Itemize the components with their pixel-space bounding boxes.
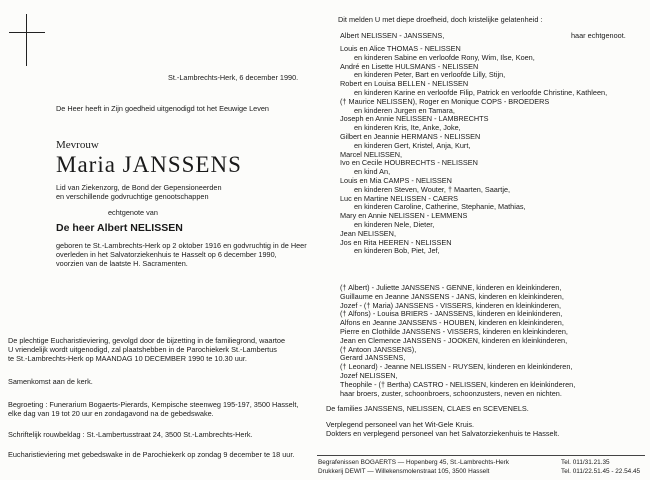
bio-line: voorzien van de laatste H. Sacramenten. xyxy=(56,258,188,268)
family-line: en kinderen Karine en verloofde Filip, Patrick en verloofde Christine, Kathleen, xyxy=(354,87,608,97)
family-line: Joseph en Annie NELISSEN - LAMBRECHTS xyxy=(340,114,489,124)
footer-undertaker-phone: Tel. 011/31.21.35 xyxy=(561,459,610,466)
families-line: De families JANSSENS, NELISSEN, CLAES en SCEVENELS. xyxy=(326,404,529,413)
spouse-name: De heer Albert NELISSEN xyxy=(56,222,183,234)
intro-line: De Heer heeft in Zijn goedheid uitgenodigd tot het Eeuwige Leven xyxy=(56,104,269,113)
family-line: en kinderen Nele, Dieter, xyxy=(354,219,435,229)
family-line: en kinderen Steven, Wouter, † Maarten, Saartje, xyxy=(354,184,511,194)
spouse-label: echtgenote van xyxy=(108,208,158,217)
visitation-line: elke dag van 19 tot 20 uur en zondagavond na de gebedswake. xyxy=(8,408,214,418)
thanks xyxy=(326,421,559,439)
family-line: Luc en Martine NELISSEN - CAERS xyxy=(340,193,459,203)
siblings-list xyxy=(340,284,575,398)
sibling-line: Jozef - († Maria) JANSSENS - VISSERS, kinderen en kleinkinderen, xyxy=(340,300,562,310)
family-line: Jean NELISSEN, xyxy=(340,228,396,238)
family-line: Ivo en Cecile HOUBRECHTS - NELISSEN xyxy=(340,158,478,168)
thanks-line: Dokters en verplegend personeel van het Salvatorziekenhuis te Hasselt. xyxy=(326,428,560,438)
sibling-line: Pierre en Clothilde JANSSENS - VISSERS, kinderen en kleinkinderen, xyxy=(340,326,568,336)
meeting: Samenkomst aan de kerk. xyxy=(8,377,93,386)
membership xyxy=(56,184,222,202)
husband-suffix: haar echtgenoot. xyxy=(571,31,626,40)
footer-printer-phone: Tel. 011/22.51.45 - 22.54.45 xyxy=(561,468,641,475)
family-line: Marcel NELISSEN, xyxy=(340,149,403,159)
family-line: Louis en Mia CAMPS - NELISSEN xyxy=(340,175,452,185)
sibling-line: Jean en Clemence JANSSENS - JOOKEN, kinderen en kleinkinderen, xyxy=(340,335,568,345)
ceremony-line: U vriendelijk wordt uitgenodigd, zal plaatshebben in de Parochiekerk St.-Lambertus xyxy=(8,344,277,354)
family-line: en kinderen Sabine en verloofde Rony, Wim, Ilse, Koen, xyxy=(354,52,535,62)
visitation-line: Begroeting : Funerarium Bogaerts-Pierards, Kempische steenweg 195-197, 3500 Hasselt, xyxy=(8,400,299,409)
title-mevrouw: Mevrouw xyxy=(56,139,99,151)
family-line: en kinderen Bob, Piet, Jef, xyxy=(354,246,440,256)
bio xyxy=(56,242,307,268)
membership-line: en verschillende godvruchtige genootschappen xyxy=(56,191,209,201)
footer-printer: Drukkerij DEWIT — Willekensmolenstraat 105, 3500 Hasselt xyxy=(318,468,490,475)
footer-undertaker: Begrafenissen BOGAERTS — Hopenberg 45, St.-Lambrechts-Herk xyxy=(318,459,509,466)
sibling-line: Guillaume en Jeanne JANSSENS - JANS, kinderen en kleinkinderen, xyxy=(340,291,564,301)
place-date: St.-Lambrechts-Herk, 6 december 1990. xyxy=(168,73,299,82)
family-line: en kind An, xyxy=(354,167,391,177)
sibling-line: haar broers, zuster, schoonbroers, schoonzusters, neven en nichten. xyxy=(340,388,562,398)
sibling-line: Gerard JANSSENS, xyxy=(340,353,406,363)
vigil: Eucharistieviering met gebedswake in de Parochiekerk op zondag 9 december te 18 uur. xyxy=(8,450,295,459)
family-list xyxy=(340,45,607,256)
family-line: en kinderen Peter, Bart en verloofde Lilly, Stijn, xyxy=(354,70,506,80)
ceremony-line: De plechtige Eucharistieviering, gevolgd door de bijzetting in de familiegrond, waartoe xyxy=(8,336,286,345)
sibling-line: († Leonard) - Jeanne NELISSEN - RUYSEN, kinderen en kleinkinderen, xyxy=(340,362,573,372)
sibling-line: († Albert) - Juliette JANSSENS - GENNE, kinderen en kleinkinderen, xyxy=(340,283,562,292)
family-line: en kinderen Gert, Kristel, Anja, Kurt, xyxy=(354,140,471,150)
ceremony-line: te St.-Lambrechts-Herk op MAANDAG 10 DECEMBER 1990 te 10.30 uur. xyxy=(8,353,247,363)
sibling-line: († Antoon JANSSENS), xyxy=(340,344,417,354)
condolence-address: Schriftelijk rouwbeklag : St.-Lambertusstraat 24, 3500 St.-Lambrechts-Herk. xyxy=(8,430,253,439)
family-line: en kinderen Caroline, Catherine, Stephanie, Mathias, xyxy=(354,202,526,212)
family-line: en kinderen Kris, Ite, Anke, Joke, xyxy=(354,123,461,133)
family-line: Robert en Louisa BELLEN - NELISSEN xyxy=(340,79,469,89)
bio-line: overleden in het Salvatorziekenhuis te Hasselt op 6 december 1990, xyxy=(56,249,277,259)
bio-line: geboren te St.-Lambrechts-Herk op 2 oktober 1916 en godvruchtig in de Heer xyxy=(56,241,307,250)
husband: Albert NELISSEN - JANSSENS, xyxy=(340,31,445,40)
cross-icon xyxy=(26,14,27,66)
family-line: Louis en Alice THOMAS - NELISSEN xyxy=(340,44,461,53)
family-line: Jos en Rita HEEREN - NELISSEN xyxy=(340,237,452,247)
sibling-line: Alfons en Jeanne JANSSENS - HOUBEN, kinderen en kleinkinderen, xyxy=(340,318,564,328)
family-line: en kinderen Jurgen en Tamara, xyxy=(354,105,455,115)
family-line: André en Lisette HULSMANS - NELISSEN xyxy=(340,61,479,71)
sibling-line: Theophile - († Bertha) CASTRO - NELISSEN, kinderen en kleinkinderen, xyxy=(340,379,576,389)
visitation xyxy=(8,401,298,419)
footer-divider xyxy=(317,455,645,456)
membership-line: Lid van Ziekenzorg, de Bond der Gepensioneerden xyxy=(56,183,222,192)
family-line: († Maurice NELISSEN), Roger en Monique COPS - BROEDERS xyxy=(340,96,550,106)
deceased-name: Maria JANSSENS xyxy=(56,152,242,177)
family-line: Gilbert en Jeannie HERMANS - NELISSEN xyxy=(340,131,481,141)
cross-icon-bar xyxy=(9,32,45,33)
thanks-line: Verplegend personeel van het Wit-Gele Kruis. xyxy=(326,420,475,429)
sibling-line: († Alfons) - Louisa BRIERS - JANSSENS, kinderen en kleinkinderen, xyxy=(340,309,563,319)
sibling-line: Jozef NELISSEN, xyxy=(340,370,398,380)
announcement-heading: Dit melden U met diepe droefheid, doch kristelijke gelatenheid : xyxy=(338,15,543,24)
family-line: Mary en Annie NELISSEN - LEMMENS xyxy=(340,211,468,221)
ceremony xyxy=(8,337,285,363)
